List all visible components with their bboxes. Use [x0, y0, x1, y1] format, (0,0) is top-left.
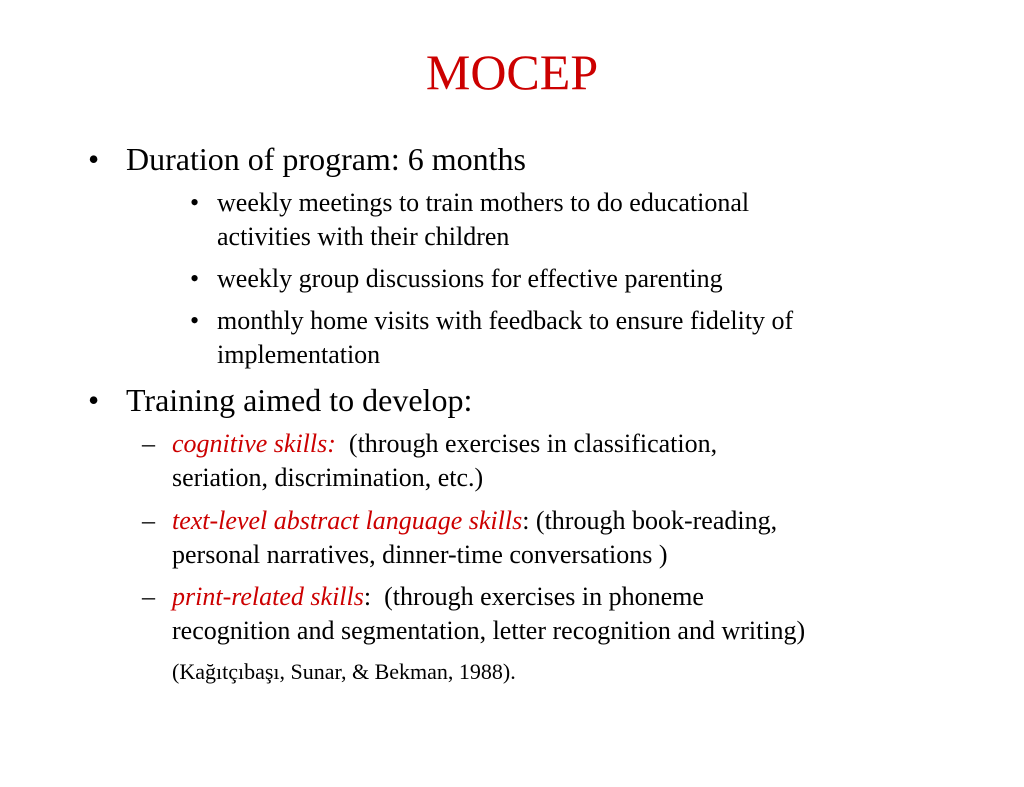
bullet-training: Training aimed to develop:: [126, 382, 473, 418]
skill-separator: [336, 429, 349, 458]
skill-label: text-level abstract language skills: [172, 506, 523, 535]
skill-description: (through exercises in phoneme: [384, 582, 704, 611]
dash-icon: –: [142, 429, 155, 458]
sub-bullet-weekly-meetings-line2: activities with their children: [217, 222, 510, 251]
skill-language-line1: [172, 504, 777, 538]
sub-bullet-weekly-meetings-line1: weekly meetings to train mothers to do educational: [217, 188, 750, 217]
bullet-icon: •: [88, 382, 100, 418]
skill-print-line1: [172, 580, 704, 614]
bullet-icon: •: [190, 188, 200, 217]
sub-bullet-group-discussions: weekly group discussions for effective parenting: [217, 264, 723, 293]
dash-icon: –: [142, 506, 155, 535]
bullet-icon: •: [190, 306, 200, 335]
sub-bullet-home-visits-line2: implementation: [217, 340, 381, 369]
skill-separator: :: [363, 582, 385, 611]
sub-bullet-home-visits-line1: monthly home visits with feedback to ensure fidelity of: [217, 306, 794, 335]
skill-cognitive-line2: seriation, discrimination, etc.): [172, 463, 484, 492]
slide-title: MOCEP: [425, 44, 599, 100]
bullet-icon: •: [190, 264, 200, 293]
skill-label: cognitive skills:: [172, 429, 336, 458]
skill-separator: :: [522, 506, 536, 535]
bullet-duration: Duration of program: 6 months: [126, 141, 526, 177]
dash-icon: –: [142, 582, 155, 611]
skill-label: print-related skills: [172, 582, 364, 611]
skill-print-line2: recognition and segmentation, letter recognition and writing): [172, 616, 806, 645]
skill-cognitive-line1: [172, 427, 717, 461]
skill-description: (through book-reading,: [535, 506, 778, 535]
bullet-icon: •: [88, 141, 100, 177]
skill-description: (through exercises in classification,: [348, 429, 718, 458]
citation: (Kağıtçıbaşı, Sunar, & Bekman, 1988).: [172, 659, 516, 684]
skill-language-line2: personal narratives, dinner-time conversations ): [172, 540, 668, 569]
